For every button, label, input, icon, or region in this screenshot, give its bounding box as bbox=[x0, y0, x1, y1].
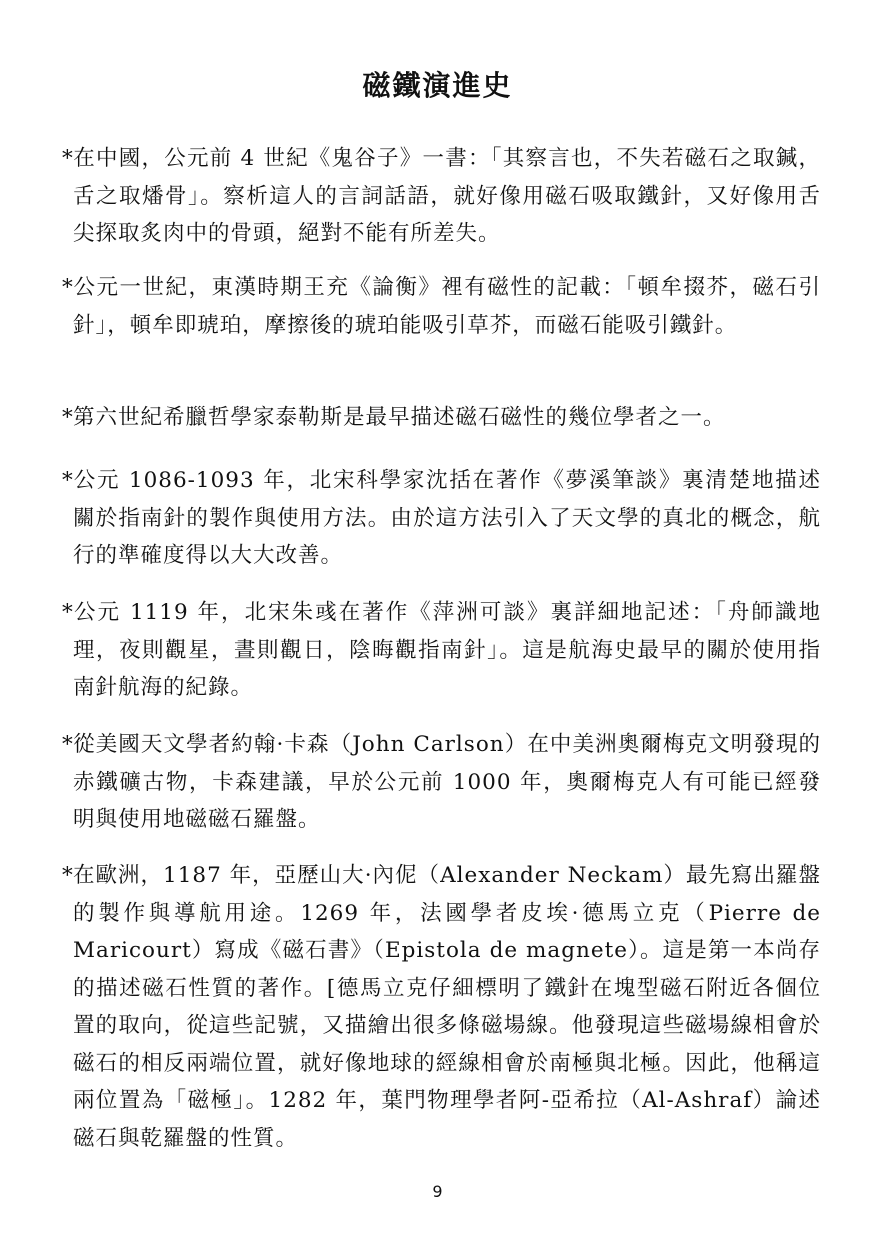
entry-bullet: * bbox=[62, 275, 74, 300]
history-entry-4 bbox=[62, 462, 821, 575]
entry-text: 在歐洲，1187 年，亞歷山大·內伲（Alexander Neckam）最先寫出羅盤的製作與導航用途。1269 年，法國學者皮埃·德馬立克（Pierre de Maricourt）寫成《磁石書》（Epistola de magnete）。這是第一本尚存的描述磁石性質的著作。[德馬立克仔細標明了鐵針在塊型磁石附近各個位置的取向，從這些記號，又描繪出很多條磁場線。他發現這些磁場線相會於磁石的相反兩端位置，就好像地球的經線相會於南極與北極。因此，他稱這兩位置為「磁極」。1282 年，葉門物理學者阿-亞希拉（Al-Ashraf）論述磁石與乾羅盤的性質。 bbox=[73, 863, 821, 1151]
page-title: 磁鐵演進史 bbox=[362, 69, 513, 102]
entry-bullet: * bbox=[62, 732, 74, 757]
history-entry-1 bbox=[62, 140, 821, 253]
entry-bullet: * bbox=[62, 405, 74, 430]
history-entry-7 bbox=[62, 857, 821, 1157]
entry-bullet: * bbox=[62, 146, 74, 171]
page-number: 9 bbox=[432, 1182, 443, 1201]
entry-text: 從美國天文學者約翰·卡森（John Carlson）在中美洲奧爾梅克文明發現的赤鐵礦古物，卡森建議，早於公元前 1000 年，奧爾梅克人有可能已經發明與使用地磁磁石羅盤。 bbox=[73, 732, 821, 832]
history-entry-3 bbox=[62, 399, 821, 437]
entry-text: 公元 1119 年，北宋朱彧在著作《萍洲可談》裏詳細地記述：「舟師識地理，夜則觀星，晝則觀日，陰晦觀指南針」。這是航海史最早的關於使用指南針航海的紀錄。 bbox=[73, 600, 821, 700]
entry-text: 公元 1086-1093 年，北宋科學家沈括在著作《夢溪筆談》裏清楚地描述關於指南針的製作與使用方法。由於這方法引入了天文學的真北的概念，航行的準確度得以大大改善。 bbox=[73, 468, 821, 568]
entry-text: 公元一世紀，東漢時期王充《論衡》裡有磁性的記載：「頓牟掇芥，磁石引針」，頓牟即琥珀，摩擦後的琥珀能吸引草芥，而磁石能吸引鐵針。 bbox=[73, 275, 821, 338]
entry-text: 在中國，公元前 4 世紀《鬼谷子》一書：「其察言也，不失若磁石之取鍼，舌之取燔骨」。察析這人的言詞話語，就好像用磁石吸取鐵針，又好像用舌尖探取炙肉中的骨頭，絕對不能有所差失。 bbox=[73, 146, 821, 246]
entry-bullet: * bbox=[62, 600, 74, 625]
history-entry-2 bbox=[62, 269, 821, 344]
entry-text: 第六世紀希臘哲學家泰勒斯是最早描述磁石磁性的幾位學者之一。 bbox=[73, 405, 726, 430]
history-entry-6 bbox=[62, 726, 821, 839]
entry-bullet: * bbox=[62, 863, 74, 888]
history-entry-5 bbox=[62, 594, 821, 707]
entry-bullet: * bbox=[62, 468, 74, 493]
